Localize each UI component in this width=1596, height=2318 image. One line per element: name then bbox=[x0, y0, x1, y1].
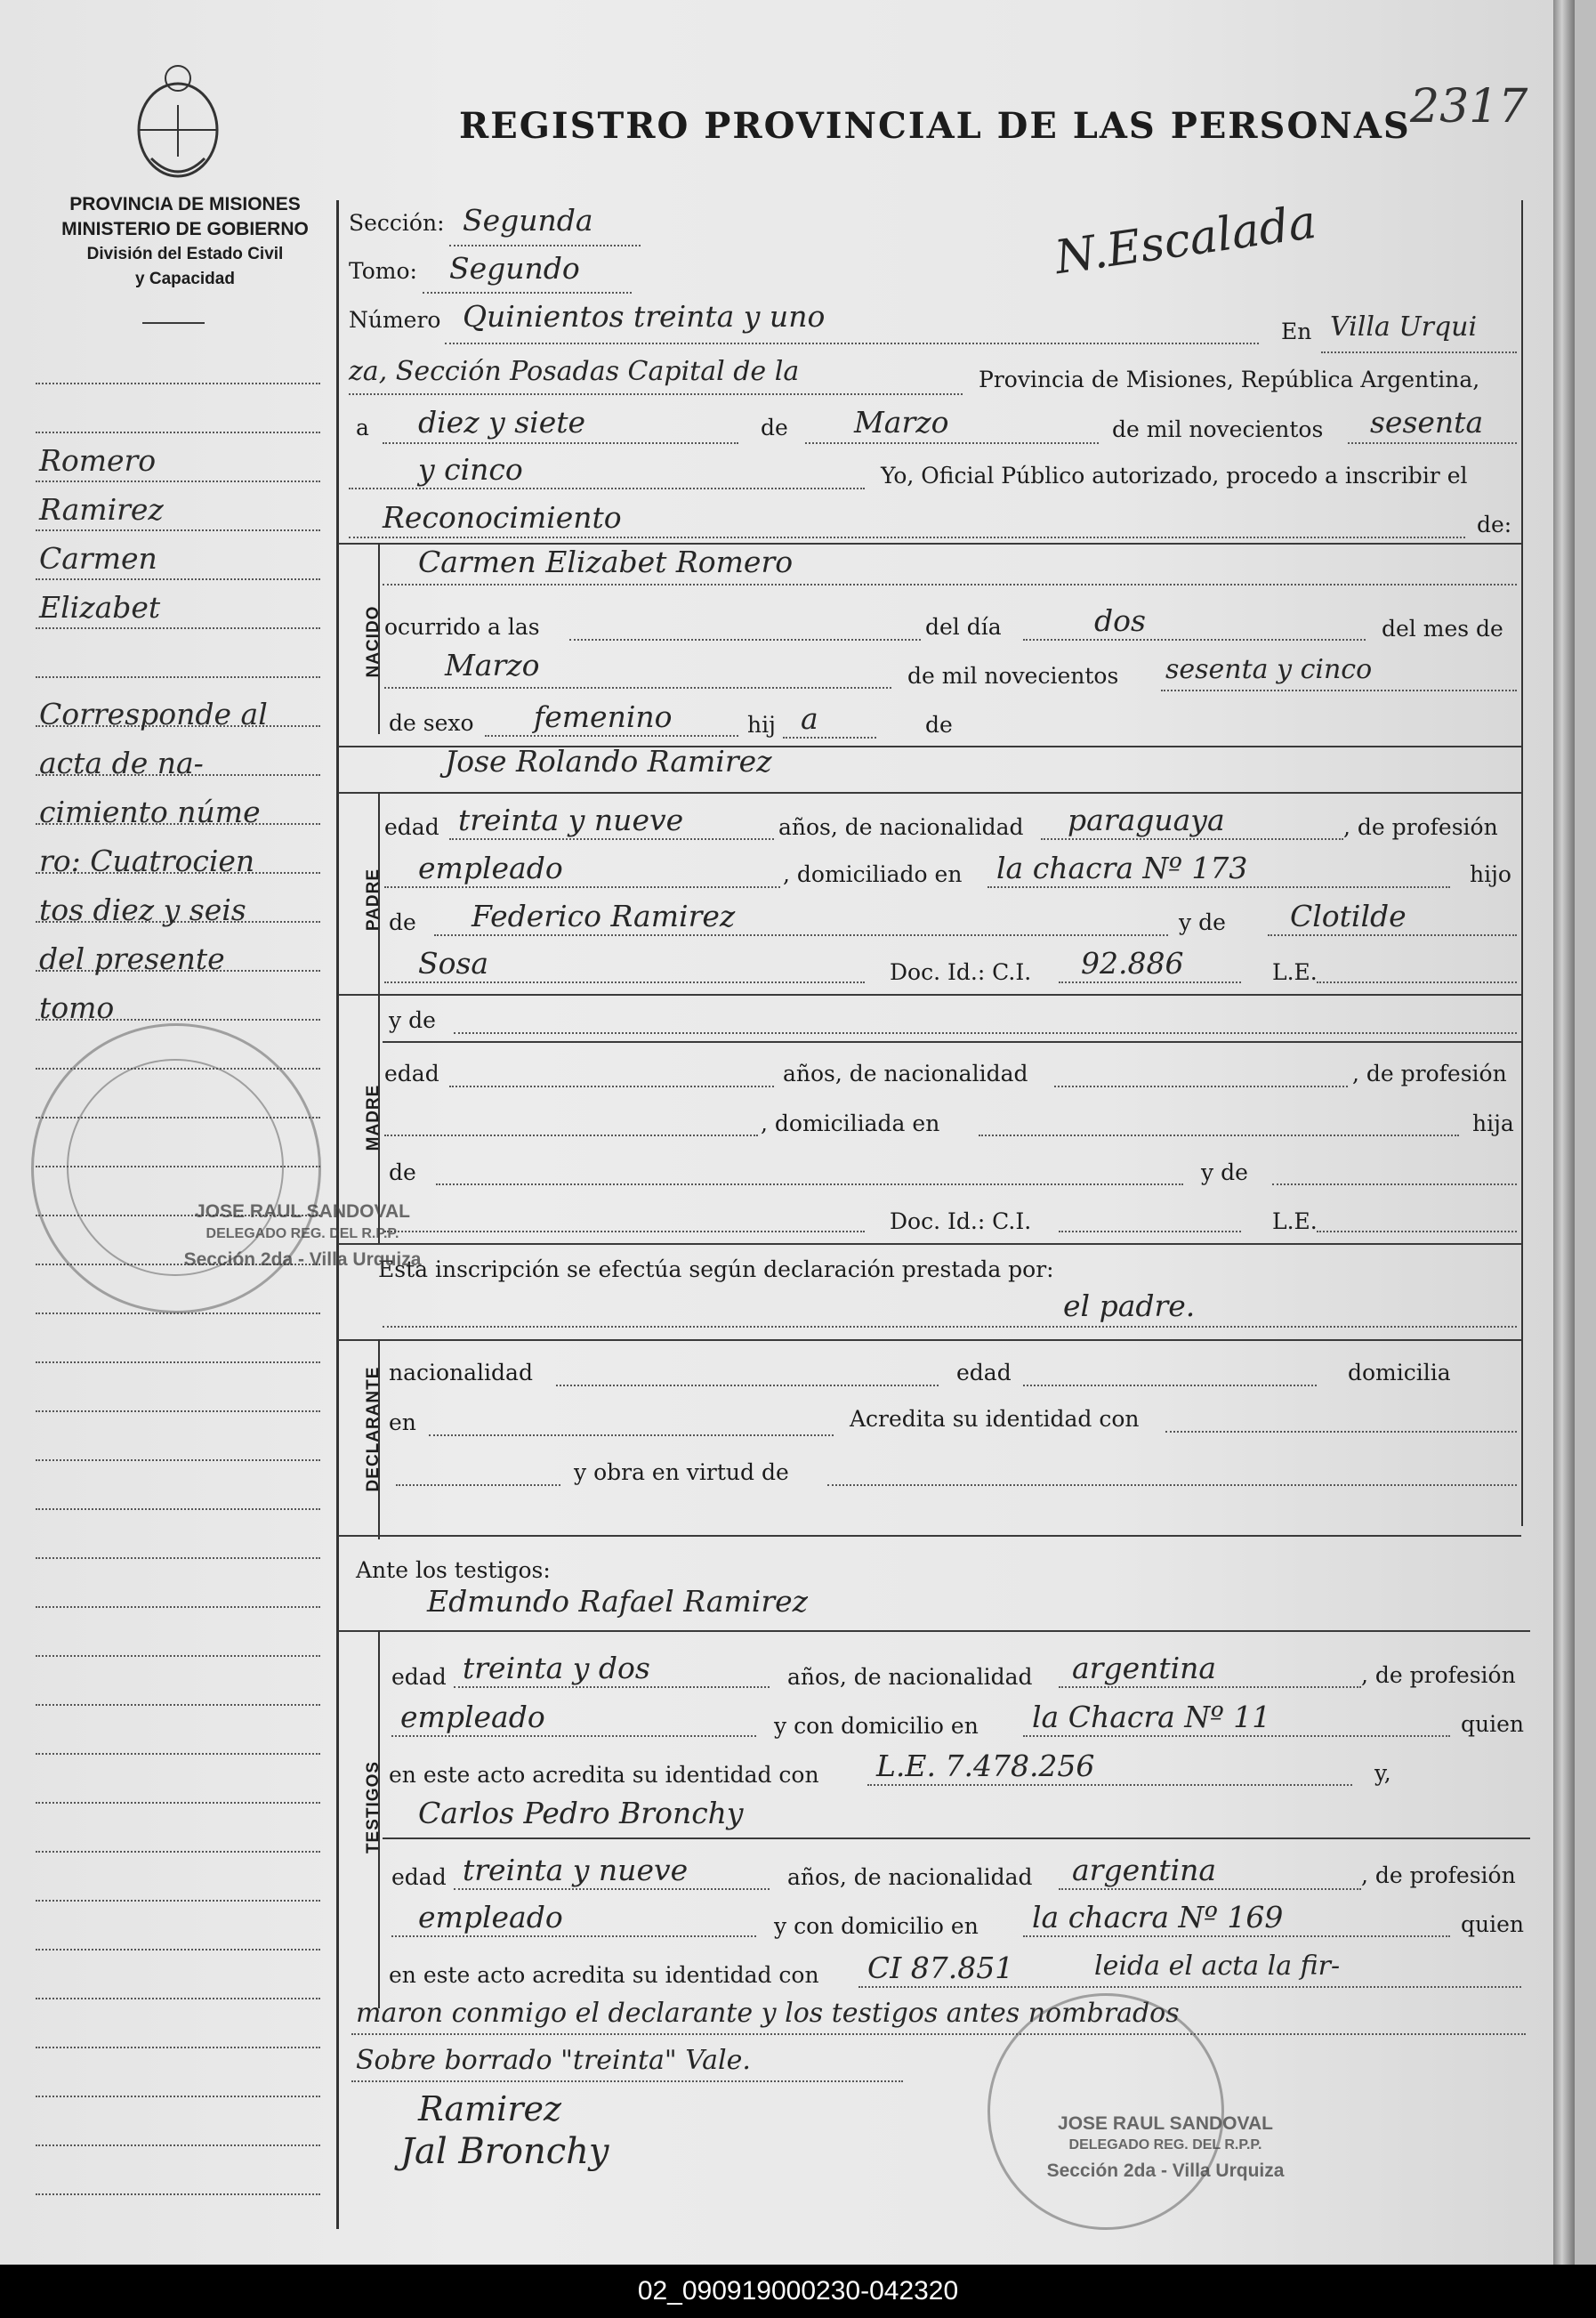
stamp-left-role: DELEGADO REG. DEL R.P.P. bbox=[206, 1226, 399, 1241]
sidebar-note: acta de na- bbox=[39, 746, 204, 780]
declarante-section-label: DECLARANTE bbox=[364, 1366, 383, 1492]
testigo-2-prof: empleado bbox=[418, 1900, 563, 1934]
abuelo-paterno: Federico Ramirez bbox=[472, 899, 736, 933]
madre-y-de2-label: y de bbox=[1201, 1159, 1248, 1185]
anio-value-1: sesenta bbox=[1370, 405, 1484, 440]
official-seal-right-icon bbox=[987, 1993, 1224, 2230]
padre-doc-label: Doc. Id.: C.I. bbox=[890, 959, 1032, 985]
org-division: División del Estado Civil bbox=[86, 245, 284, 263]
sidebar-note: Ramirez bbox=[39, 492, 164, 527]
madre-de-label: de bbox=[389, 1159, 416, 1185]
seccion-value: Segunda bbox=[463, 203, 593, 238]
t2-prof-label: , de profesión bbox=[1361, 1862, 1516, 1888]
org-ministry: MINISTERIO DE GOBIERNO bbox=[61, 219, 309, 239]
registrar-signature: N.Escalada bbox=[1052, 195, 1320, 286]
del-dia-label: del día bbox=[925, 614, 1002, 640]
hij-de-label: de bbox=[925, 712, 953, 738]
padre-y-de-label: y de bbox=[1179, 909, 1226, 935]
del-mes-label: del mes de bbox=[1382, 616, 1503, 642]
numero-label: Número bbox=[349, 307, 441, 333]
madre-prof-label: , de profesión bbox=[1352, 1061, 1507, 1086]
t1-dom-label: y con domicilio en bbox=[774, 1713, 979, 1739]
sidebar-note: ro: Cuatrocien bbox=[39, 844, 255, 878]
seccion-label: Sección: bbox=[349, 210, 445, 236]
sidebar-note: Corresponde al bbox=[39, 697, 268, 731]
sidebar-note: Elizabet bbox=[39, 590, 161, 625]
nacido-mes: Marzo bbox=[445, 648, 540, 682]
madre-dom-label: , domiciliada en bbox=[761, 1111, 940, 1136]
signature-2: Jal Bronchy bbox=[400, 2131, 609, 2172]
hijo-label: hijo bbox=[1470, 861, 1511, 887]
padre-doc: 92.886 bbox=[1081, 946, 1184, 981]
page-title: REGISTRO PROVINCIAL DE LAS PERSONAS bbox=[459, 105, 1411, 147]
t1-nac-label: años, de nacionalidad bbox=[787, 1664, 1033, 1690]
sidebar-note: tos diez y seis bbox=[39, 892, 246, 927]
declarante-value: el padre. bbox=[1063, 1288, 1196, 1323]
nacido-mil-label: de mil novecientos bbox=[907, 663, 1119, 689]
stamp-right-name: JOSE RAUL SANDOVAL bbox=[1058, 2113, 1273, 2134]
sexo-value: femenino bbox=[534, 699, 673, 734]
page-number: 2317 bbox=[1410, 80, 1528, 133]
t2-nac-label: años, de nacionalidad bbox=[787, 1864, 1033, 1890]
madre-le-label: L.E. bbox=[1272, 1208, 1318, 1234]
madre-edad-label: edad bbox=[384, 1061, 439, 1086]
testigos-intro: Ante los testigos: bbox=[356, 1557, 551, 1583]
padre-dom-label: , domiciliado en bbox=[783, 861, 963, 887]
t1-y-label: y, bbox=[1374, 1760, 1391, 1786]
nacido-dia: dos bbox=[1094, 603, 1146, 638]
padre-edad-label: edad bbox=[384, 814, 439, 840]
padre-nombre: Jose Rolando Ramirez bbox=[445, 744, 772, 779]
nacido-nombre: Carmen Elizabet Romero bbox=[418, 545, 794, 579]
nacido-section-label: NACIDO bbox=[364, 605, 383, 678]
testigo-1-doc: L.E. 7.478.256 bbox=[876, 1749, 1095, 1783]
padre-nac-label: años, de nacionalidad bbox=[778, 814, 1024, 840]
numero-value: Quinientos treinta y uno bbox=[463, 299, 826, 334]
org-province: PROVINCIA DE MISIONES bbox=[69, 194, 301, 214]
sexo-label: de sexo bbox=[389, 710, 474, 736]
testigo-1-nombre: Edmundo Rafael Ramirez bbox=[427, 1584, 809, 1619]
t1-acredita-label: en este acto acredita su identidad con bbox=[389, 1762, 819, 1788]
ocurrido-label: ocurrido a las bbox=[384, 614, 540, 640]
mil-label: de mil novecientos bbox=[1112, 416, 1324, 442]
t2-edad-label: edad bbox=[391, 1864, 447, 1890]
testigo-2-doc: CI 87.851 bbox=[867, 1951, 1014, 1985]
stamp-right-place: Sección 2da - Villa Urquiza bbox=[1046, 2161, 1285, 2181]
padre-dom: la chacra Nº 173 bbox=[996, 851, 1248, 885]
t1-quien-label: quien bbox=[1461, 1711, 1524, 1737]
abuela-paterna: Clotilde bbox=[1290, 899, 1407, 933]
declarante-en-label: en bbox=[389, 1409, 416, 1435]
issuing-organization bbox=[34, 192, 336, 292]
closing-text-1: leida el acta la fir- bbox=[1094, 1951, 1341, 1982]
nacido-anio: sesenta y cinco bbox=[1165, 654, 1373, 685]
madre-y-de-label: y de bbox=[389, 1007, 436, 1033]
padre-prof-label: , de profesión bbox=[1343, 814, 1498, 840]
coat-of-arms-emblem-icon bbox=[125, 52, 231, 185]
oficial-text: Yo, Oficial Público autorizado, procedo a inscribir el bbox=[881, 463, 1468, 489]
padre-de-label: de bbox=[389, 909, 416, 935]
testigo-2-edad: treinta y nueve bbox=[463, 1853, 689, 1887]
declarante-dom-label: domicilia bbox=[1348, 1360, 1451, 1385]
hij-value: a bbox=[801, 701, 818, 736]
abuela-paterna-apellido: Sosa bbox=[418, 946, 489, 981]
scan-id-footer: 02_090919000230-042320 bbox=[0, 2265, 1596, 2318]
testigo-2-nombre: Carlos Pedro Bronchy bbox=[418, 1796, 744, 1830]
acto-value: Reconocimiento bbox=[383, 500, 622, 535]
t2-quien-label: quien bbox=[1461, 1911, 1524, 1937]
en-label: En bbox=[1281, 319, 1312, 344]
testigo-2-dom: la chacra Nº 169 bbox=[1032, 1900, 1284, 1934]
declarante-intro: Esta inscripción se efectúa según declaración prestada por: bbox=[378, 1256, 1054, 1282]
stamp-right-role: DELEGADO REG. DEL R.P.P. bbox=[1068, 2137, 1262, 2152]
madre-doc-label: Doc. Id.: C.I. bbox=[890, 1208, 1032, 1234]
a-label: a bbox=[356, 415, 369, 440]
sidebar-note: cimiento núme bbox=[39, 795, 261, 829]
anio-value-2: y cinco bbox=[418, 452, 523, 487]
de-label: de bbox=[761, 415, 788, 440]
signature-1: Ramirez bbox=[418, 2089, 561, 2128]
t1-prof-label: , de profesión bbox=[1361, 1662, 1516, 1688]
t2-acredita-label: en este acto acredita su identidad con bbox=[389, 1962, 819, 1988]
madre-section-label: MADRE bbox=[364, 1084, 383, 1151]
t1-edad-label: edad bbox=[391, 1664, 447, 1690]
closing-text-3: Sobre borrado "treinta" Vale. bbox=[356, 2045, 751, 2076]
org-division-2: y Capacidad bbox=[135, 270, 235, 288]
official-seal-inner-icon bbox=[67, 1059, 284, 1276]
testigos-section-label: TESTIGOS bbox=[364, 1760, 383, 1854]
padre-le-label: L.E. bbox=[1272, 959, 1318, 985]
en-value: Villa Urqui bbox=[1330, 311, 1478, 343]
padre-edad: treinta y nueve bbox=[458, 803, 684, 837]
testigo-1-dom: la Chacra Nº 11 bbox=[1032, 1700, 1271, 1734]
sidebar-note: Romero bbox=[39, 443, 157, 478]
padre-section-label: PADRE bbox=[364, 868, 383, 932]
sidebar-note: Carmen bbox=[39, 541, 157, 576]
testigo-1-nac: argentina bbox=[1072, 1651, 1217, 1685]
stamp-left-place: Sección 2da - Villa Urquiza bbox=[183, 1249, 422, 1270]
sidebar-note: tomo bbox=[39, 990, 115, 1025]
testigo-2-nac: argentina bbox=[1072, 1853, 1217, 1887]
declarante-obra-label: y obra en virtud de bbox=[574, 1459, 789, 1485]
provincia-text: Provincia de Misiones, República Argentina, bbox=[979, 367, 1480, 392]
de-colon-label: de: bbox=[1477, 512, 1512, 537]
testigo-1-prof: empleado bbox=[400, 1700, 545, 1734]
dia-value: diez y siete bbox=[418, 405, 586, 440]
padre-prof: empleado bbox=[418, 851, 563, 885]
declarante-nac-label: nacionalidad bbox=[389, 1360, 533, 1385]
t2-dom-label: y con domicilio en bbox=[774, 1913, 979, 1939]
stamp-left-name: JOSE RAUL SANDOVAL bbox=[195, 1201, 410, 1222]
declarante-edad-label: edad bbox=[956, 1360, 1012, 1385]
next-page-edge bbox=[1553, 0, 1575, 2265]
closing-text-2: maron conmigo el declarante y los testigos antes nombrados bbox=[356, 1998, 1180, 2029]
sidebar-note: del presente bbox=[39, 941, 225, 976]
tomo-label: Tomo: bbox=[349, 258, 417, 284]
madre-nac-label: años, de nacionalidad bbox=[783, 1061, 1028, 1086]
lugar-value: za, Sección Posadas Capital de la bbox=[349, 356, 800, 387]
mes-value: Marzo bbox=[854, 405, 949, 440]
tomo-value: Segundo bbox=[449, 251, 580, 286]
declarante-acredita-label: Acredita su identidad con bbox=[850, 1406, 1140, 1432]
padre-nac: paraguaya bbox=[1068, 803, 1225, 837]
hij-label: hij bbox=[747, 712, 776, 738]
testigo-1-edad: treinta y dos bbox=[463, 1651, 650, 1685]
hija-label: hija bbox=[1472, 1111, 1514, 1136]
